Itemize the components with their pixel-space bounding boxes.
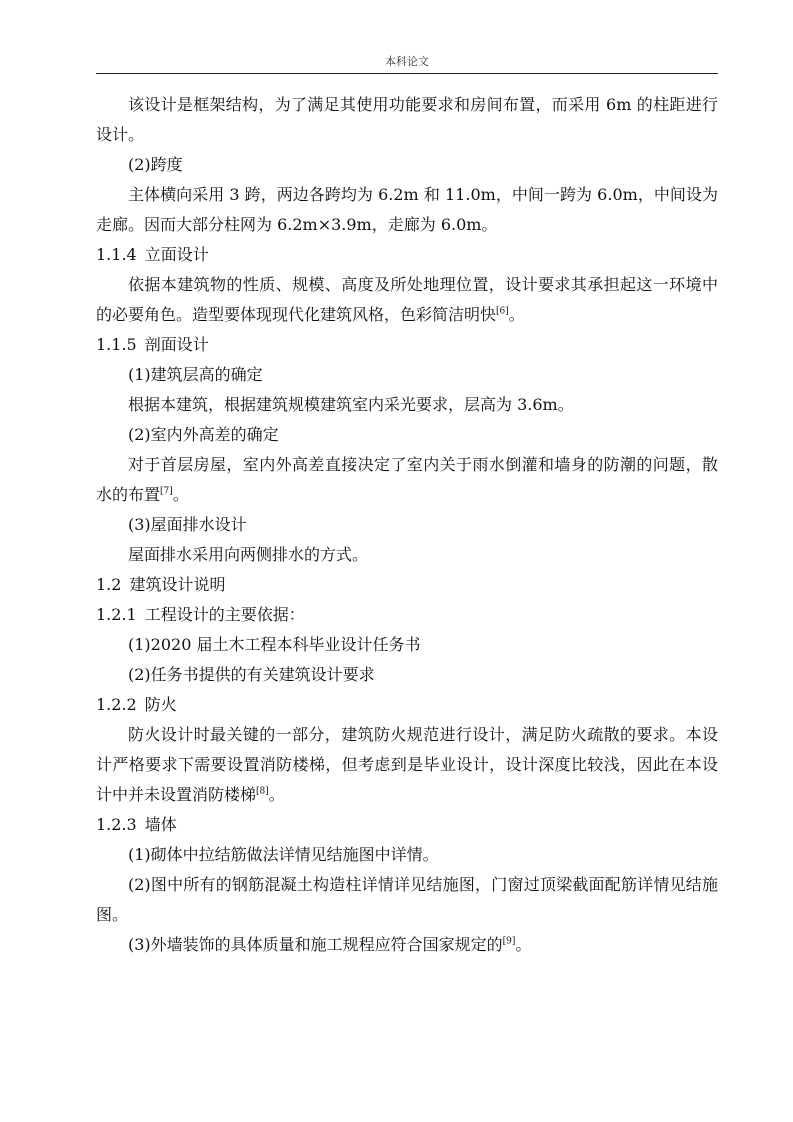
section-heading-1-2 xyxy=(96,570,718,600)
citation-ref: [8] xyxy=(256,786,269,797)
paragraph-end: 。 xyxy=(268,785,285,804)
section-number: 1.1.5 xyxy=(96,335,137,354)
item-wall-3 xyxy=(96,930,718,960)
paragraph-text: 依据本建筑物的性质、规模、高度及所处地理位置，设计要求其承担起这一环境中的必要角色。造型要体现现代化建筑风格，色彩简洁明快 xyxy=(96,275,718,324)
document-body xyxy=(96,90,718,960)
section-title: 防火 xyxy=(144,695,177,714)
item-basis-2: (2)任务书提供的有关建筑设计要求 xyxy=(128,665,375,684)
paragraph-fire xyxy=(96,720,718,810)
item-basis-1: (1)2020 届土木工程本科毕业设计任务书 xyxy=(128,635,421,654)
page-header: 本科论文 xyxy=(385,55,429,68)
section-title: 立面设计 xyxy=(144,245,209,264)
item-wall-2: (2)图中所有的钢筋混凝土构造柱详情详见结施图，门窗过顶梁截面配筋详情见结施图。 xyxy=(96,875,718,924)
section-title: 建筑设计说明 xyxy=(129,575,226,594)
paragraph-span: 主体横向采用 3 跨，两边各跨均为 6.2m 和 11.0m，中间一跨为 6.0m，中间设为走廊。因而大部分柱网为 6.2m×3.9m，走廊为 6.0m。 xyxy=(96,185,718,234)
citation-ref: [7] xyxy=(160,486,173,497)
paragraph-roof-drainage: 屋面排水采用向两侧排水的方式。 xyxy=(128,545,369,564)
citation-ref: [9] xyxy=(502,936,516,947)
paragraph-text: 对于首层房屋，室内外高差直接决定了室内关于雨水倒灌和墙身的防潮的问题，散水的布置 xyxy=(96,455,718,504)
section-title: 工程设计的主要依据： xyxy=(144,605,305,624)
paragraph-floor-height: 根据本建筑，根据建筑规模建筑室内采光要求，层高为 3.6m。 xyxy=(128,395,574,414)
section-heading-1-2-1 xyxy=(96,600,718,630)
section-heading-1-2-2 xyxy=(96,690,718,720)
section-number: 1.2.1 xyxy=(96,605,137,624)
section-number: 1.2.3 xyxy=(96,815,137,834)
header-rule xyxy=(96,73,718,74)
item-level-difference: (2)室内外高差的确定 xyxy=(128,425,279,444)
item-wall-1: (1)砌体中拉结筋做法详情见结施图中详情。 xyxy=(128,845,439,864)
paragraph-level-difference xyxy=(96,450,718,510)
section-heading-1-1-5 xyxy=(96,330,718,360)
section-number: 1.1.4 xyxy=(96,245,137,264)
item-floor-height: (1)建筑层高的确定 xyxy=(128,365,263,384)
paragraph-end: 。 xyxy=(172,485,189,504)
section-number: 1.2.2 xyxy=(96,695,137,714)
citation-ref: [6] xyxy=(496,306,509,317)
paragraph-end: 。 xyxy=(515,935,532,954)
paragraph-text: (3)外墙装饰的具体质量和施工规程应符合国家规定的 xyxy=(128,935,503,954)
paragraph-end: 。 xyxy=(508,305,525,324)
section-heading-1-1-4 xyxy=(96,240,718,270)
item-roof-drainage: (3)屋面排水设计 xyxy=(128,515,247,534)
section-title: 墙体 xyxy=(144,815,177,834)
section-number: 1.2 xyxy=(96,575,122,594)
item-span: (2)跨度 xyxy=(128,155,183,174)
section-heading-1-2-3 xyxy=(96,810,718,840)
section-title: 剖面设计 xyxy=(144,335,209,354)
paragraph-elevation xyxy=(96,270,718,330)
paragraph-column-spacing: 该设计是框架结构，为了满足其使用功能要求和房间布置，而采用 6m 的柱距进行设计。 xyxy=(96,95,718,144)
paragraph-text: 防火设计时最关键的一部分，建筑防火规范进行设计，满足防火疏散的要求。本设计严格要求下需要设置消防楼梯，但考虑到是毕业设计，设计深度比较浅，因此在本设计中并未设置消防楼梯 xyxy=(96,725,718,804)
